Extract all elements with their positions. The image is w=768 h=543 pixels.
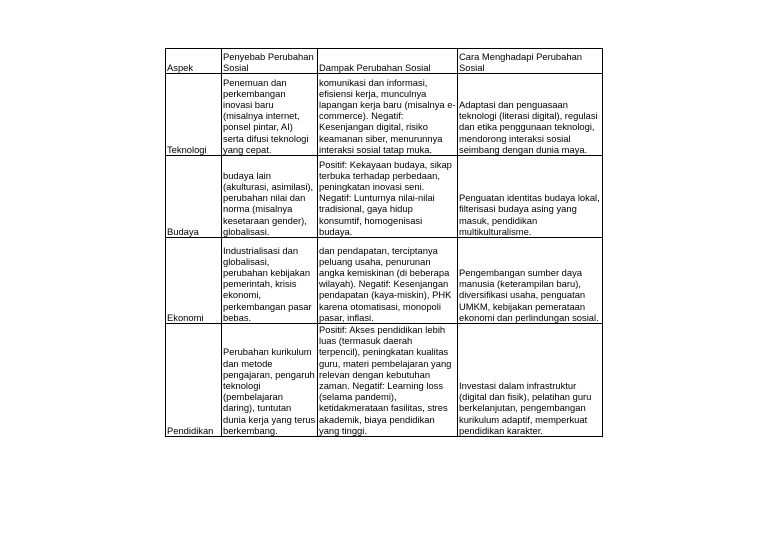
cara-cell[interactable]: Investasi dalam infrastruktur (digital dan fisik), pelatihan guru berkelanjutan, pengembangan kurikulum adaptif, memperkuat pendidikan karakter. [458, 324, 603, 437]
penyebab-cell[interactable]: Industrialisasi dan globalisasi, perubahan kebijakan pemerintah, krisis ekonomi, perkembangan pasar bebas. [222, 238, 318, 324]
header-row [166, 49, 603, 74]
dampak-cell[interactable]: Positif: Akses pendidikan lebih luas (termasuk daerah terpencil), peningkatan kualitas guru, materi pembelajaran yang relevan dengan kebutuhan zaman. Negatif: Learning loss (selama pandemi), ketidakmerataan fasilitas, stres akademik, biaya pendidikan yang tinggi. [318, 324, 458, 437]
aspek-cell[interactable]: Ekonomi [166, 238, 222, 324]
aspek-cell[interactable]: Teknologi [166, 74, 222, 156]
table-row [166, 324, 603, 437]
header-cell[interactable]: Cara Menghadapi Perubahan Sosial [458, 49, 603, 74]
header-cell[interactable]: Dampak Perubahan Sosial [318, 49, 458, 74]
header-cell[interactable]: Penyebab Perubahan Sosial [222, 49, 318, 74]
social-change-table [165, 48, 603, 437]
aspek-cell[interactable]: Budaya [166, 156, 222, 238]
cara-cell[interactable]: Pengembangan sumber daya manusia (keterampilan baru), diversifikasi usaha, penguatan UMKM, kebijakan pemerataan ekonomi dan perlindungan sosial. [458, 238, 603, 324]
penyebab-cell[interactable]: budaya lain (akulturasi, asimilasi), perubahan nilai dan norma (misalnya kesetaraan gender), globalisasi. [222, 156, 318, 238]
table-row [166, 156, 603, 238]
aspek-cell[interactable]: Pendidikan [166, 324, 222, 437]
penyebab-cell[interactable]: Penemuan dan perkembangan inovasi baru (misalnya internet, ponsel pintar, AI) serta difusi teknologi yang cepat. [222, 74, 318, 156]
dampak-cell[interactable]: Positif: Kekayaan budaya, sikap terbuka terhadap perbedaan, peningkatan inovasi seni. Negatif: Lunturnya nilai-nilai tradisional, gaya hidup konsumtif, homogenisasi budaya. [318, 156, 458, 238]
cara-cell[interactable]: Penguatan identitas budaya lokal, filterisasi budaya asing yang masuk, pendidikan multikulturalisme. [458, 156, 603, 238]
header-cell[interactable]: Aspek [166, 49, 222, 74]
dampak-cell[interactable]: komunikasi dan informasi, efisiensi kerja, munculnya lapangan kerja baru (misalnya e-commerce). Negatif: Kesenjangan digital, risiko keamanan siber, menurunnya interaksi sosial tatap muka. [318, 74, 458, 156]
cara-cell[interactable]: Adaptasi dan penguasaan teknologi (literasi digital), regulasi dan etika penggunaan teknologi, mendorong interaksi sosial seimbang dengan dunia maya. [458, 74, 603, 156]
penyebab-cell[interactable]: Perubahan kurikulum dan metode pengajaran, pengaruh teknologi (pembelajaran daring), tuntutan dunia kerja yang terus berkembang. [222, 324, 318, 437]
dampak-cell[interactable]: dan pendapatan, terciptanya peluang usaha, penurunan angka kemiskinan (di beberapa wilayah). Negatif: Kesenjangan pendapatan (kaya-miskin), PHK karena otomatisasi, monopoli pasar, inflasi. [318, 238, 458, 324]
table-row [166, 74, 603, 156]
table-row [166, 238, 603, 324]
